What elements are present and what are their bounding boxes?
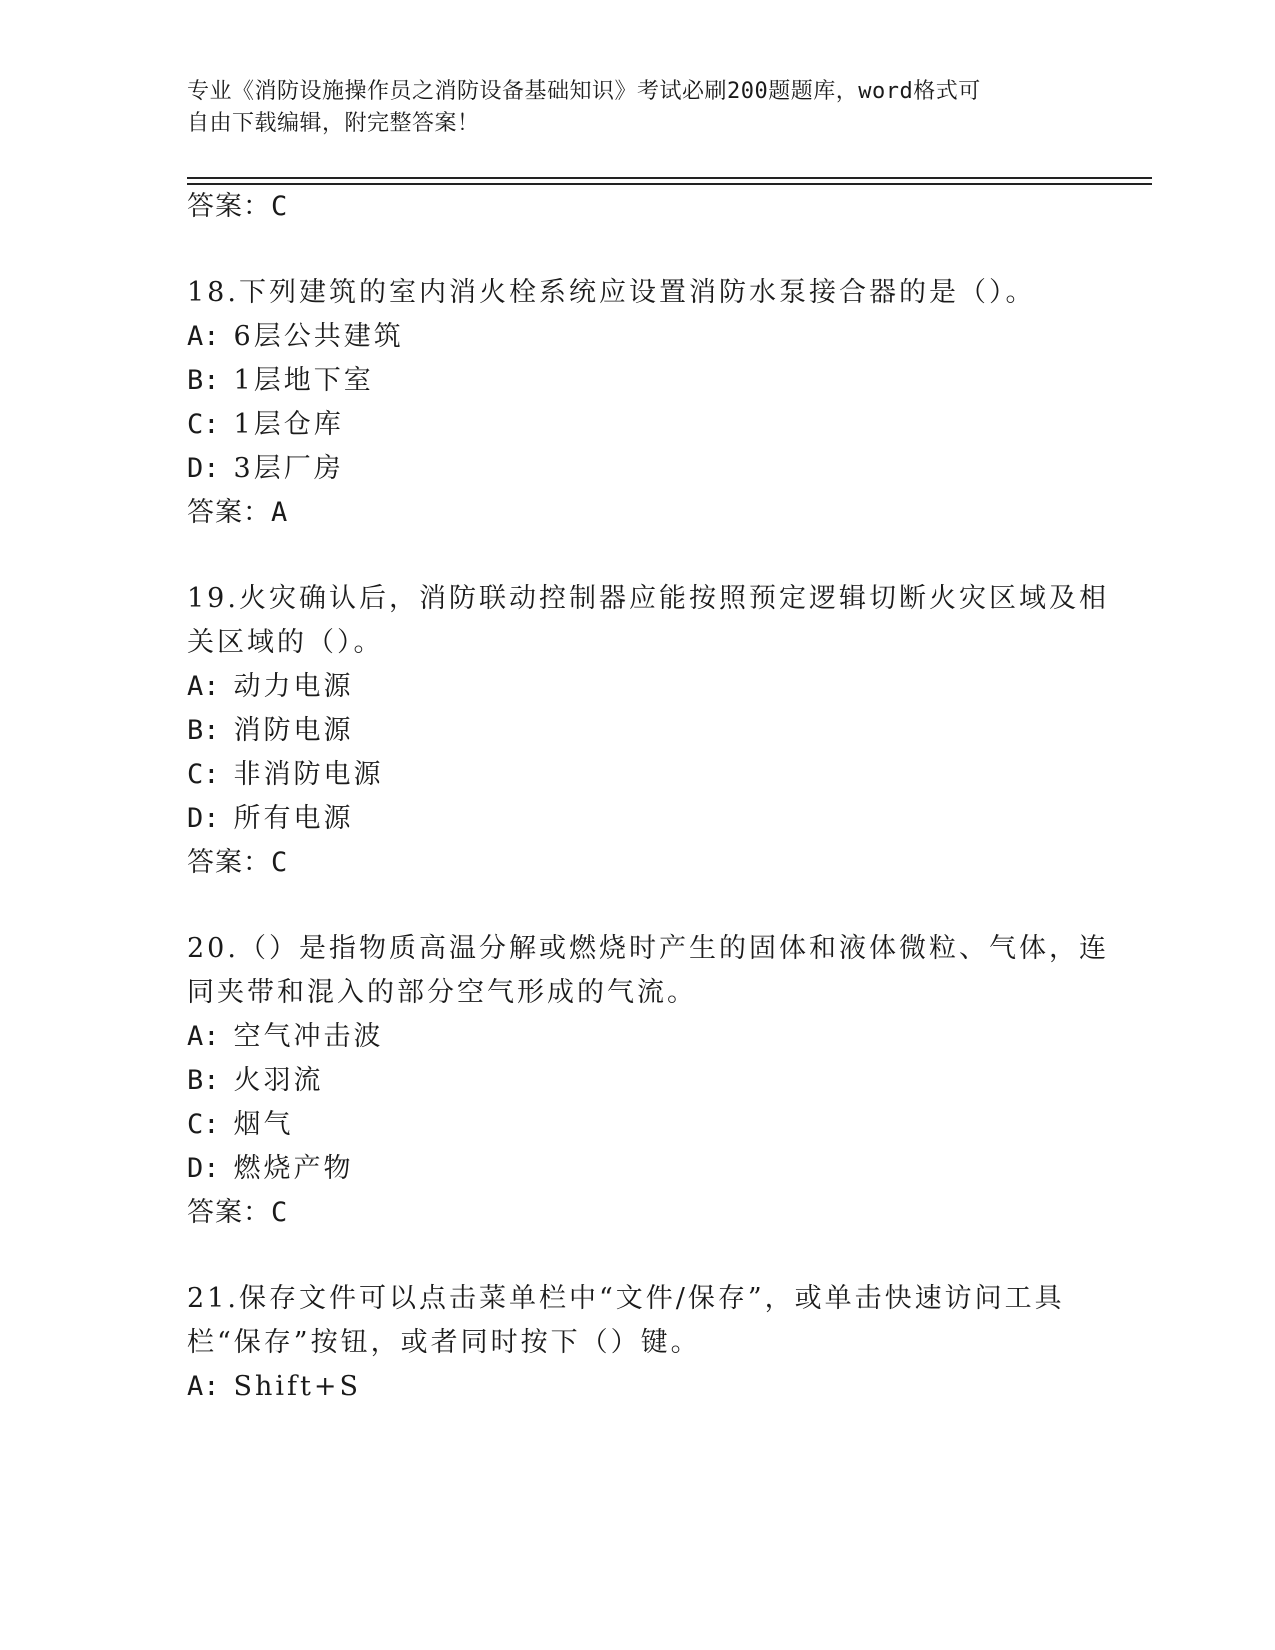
option-letter: C: (187, 409, 220, 440)
option-text: 燃烧产物 (233, 1153, 354, 1184)
q19-answer (187, 846, 288, 880)
header-divider-bottom (187, 183, 1152, 185)
option-text: 火羽流 (233, 1065, 324, 1096)
option-letter: B: (187, 1065, 220, 1096)
q18-answer (187, 496, 288, 530)
q17-answer (187, 190, 288, 224)
q18-option-c (187, 408, 344, 442)
header-line-1: 专业《消防设施操作员之消防设备基础知识》考试必刷200题题库，word格式可 (187, 79, 981, 104)
option-text: 3层厂房 (233, 453, 344, 484)
option-letter: A: (187, 1021, 220, 1052)
option-text: Shift+S (233, 1371, 361, 1402)
q18-stem: 18.下列建筑的室内消火栓系统应设置消防水泵接合器的是（）。 (187, 277, 1036, 308)
q18-option-d (187, 452, 344, 486)
option-text: 6层公共建筑 (233, 321, 404, 352)
q21-option-a (187, 1370, 361, 1404)
option-letter: D: (187, 453, 220, 484)
document-header (187, 76, 1067, 140)
option-text: 空气冲击波 (233, 1021, 384, 1052)
q18-option-b (187, 364, 374, 398)
option-text: 动力电源 (233, 671, 354, 702)
q19-option-b (187, 714, 354, 748)
option-letter: A: (187, 1371, 220, 1402)
option-text: 所有电源 (233, 803, 354, 834)
option-text: 1层仓库 (233, 409, 344, 440)
option-text: 1层地下室 (233, 365, 374, 396)
answer-value: C (271, 1197, 289, 1228)
answer-label: 答案： (187, 1197, 271, 1228)
answer-value: A (271, 497, 289, 528)
q19-option-d (187, 802, 354, 836)
q18-option-a (187, 320, 404, 354)
option-letter: A: (187, 321, 220, 352)
option-letter: D: (187, 1153, 220, 1184)
q19-option-c (187, 758, 384, 792)
answer-label: 答案： (187, 847, 271, 878)
option-letter: B: (187, 365, 220, 396)
option-letter: B: (187, 715, 220, 746)
q20-stem-line-2: 同夹带和混入的部分空气形成的气流。 (187, 977, 697, 1008)
option-text: 消防电源 (233, 715, 354, 746)
answer-value: C (271, 191, 289, 222)
q21-stem-line-2: 栏“保存”按钮，或者同时按下（）键。 (187, 1327, 701, 1358)
answer-label: 答案： (187, 497, 271, 528)
q20-option-b (187, 1064, 324, 1098)
q20-answer (187, 1196, 288, 1230)
answer-label: 答案： (187, 191, 271, 222)
q21-stem-line-1: 21.保存文件可以点击菜单栏中“文件/保存”，或单击快速访问工具 (187, 1283, 1065, 1314)
q20-stem-line-1: 20.（）是指物质高温分解或燃烧时产生的固体和液体微粒、气体，连 (187, 933, 1109, 964)
option-letter: C: (187, 759, 220, 790)
q20-option-d (187, 1152, 354, 1186)
q20-option-c (187, 1108, 294, 1142)
q19-stem-line-2: 关区域的（）。 (187, 627, 384, 658)
option-letter: A: (187, 671, 220, 702)
option-text: 非消防电源 (233, 759, 384, 790)
q19-option-a (187, 670, 354, 704)
option-text: 烟气 (233, 1109, 294, 1140)
header-line-2: 自由下载编辑，附完整答案！ (187, 111, 480, 136)
header-divider-top (187, 177, 1152, 179)
q20-option-a (187, 1020, 384, 1054)
q19-stem-line-1: 19.火灾确认后，消防联动控制器应能按照预定逻辑切断火灾区域及相 (187, 583, 1109, 614)
option-letter: C: (187, 1109, 220, 1140)
option-letter: D: (187, 803, 220, 834)
answer-value: C (271, 847, 289, 878)
